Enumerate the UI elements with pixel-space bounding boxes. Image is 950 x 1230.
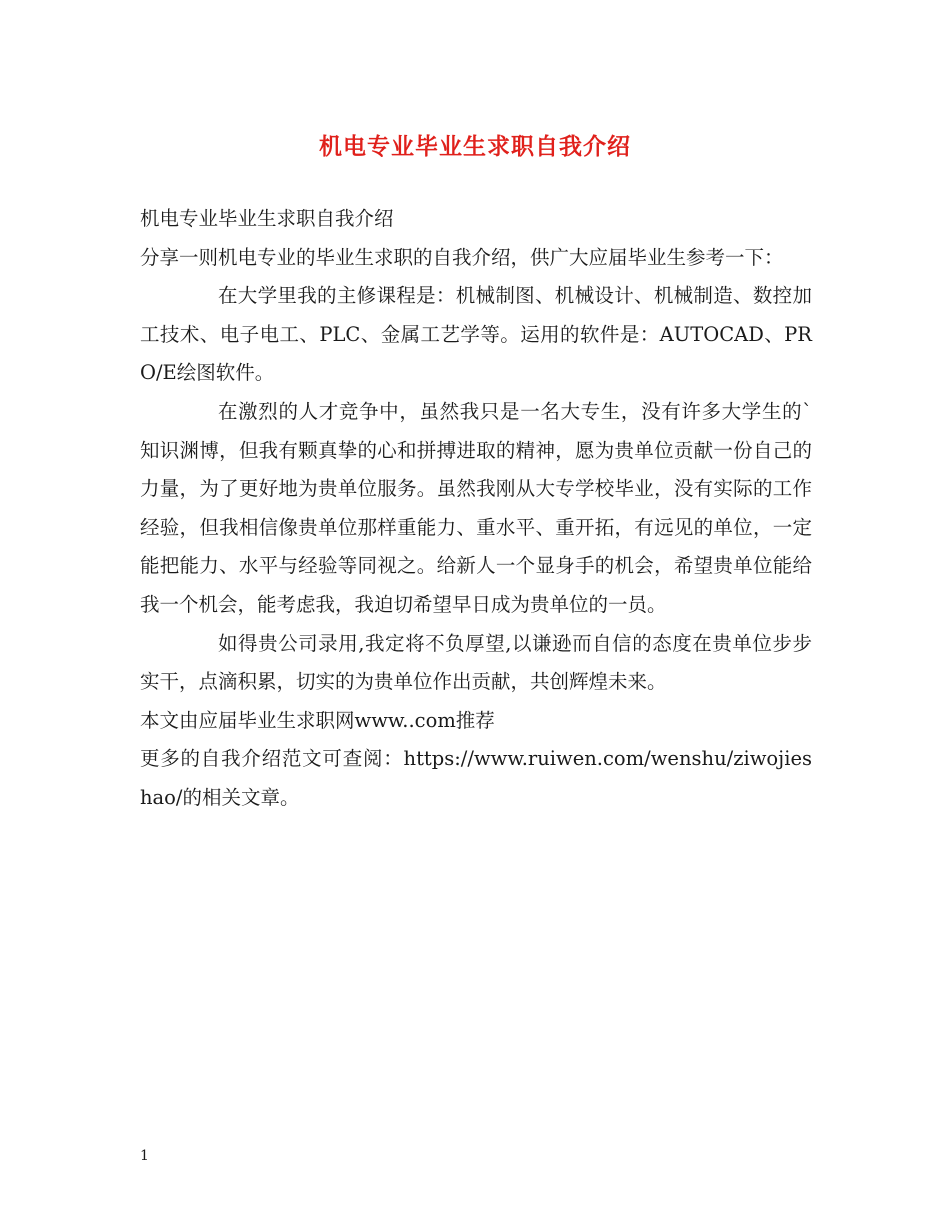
paragraph-commitment: 如得贵公司录用,我定将不负厚望,以谦逊而自信的态度在贵单位步步实干，点滴积累，切实的为贵单位作出贡献，共创辉煌未来。 (140, 631, 812, 694)
paragraph-courses: 在大学里我的主修课程是：机械制图、机械设计、机械制造、数控加工技术、电子电工、PLC、金属工艺学等。运用的软件是：AUTOCAD、PRO/E绘图软件。 (140, 284, 812, 385)
paragraph-competition: 在激烈的人才竞争中，虽然我只是一名大专生，没有许多大学生的`知识渊博，但我有颗真挚的心和拼搏进取的精神，愿为贵单位贡献一份自己的力量，为了更好地为贵单位服务。虽然我刚从大专学校毕业，没有实际的工作经验，但我相信像贵单位那样重能力、重水平、重开拓，有远见的单位，一定能把能力、水平与经验等同视之。给新人一个显身手的机会，希望贵单位能给我一个机会，能考虑我，我迫切希望早日成为贵单位的一员。 (140, 399, 812, 616)
paragraph-intro: 分享一则机电专业的毕业生求职的自我介绍，供广大应届毕业生参考一下： (140, 245, 784, 269)
document-title: 机电专业毕业生求职自我介绍 (319, 133, 631, 160)
paragraph-more-link: 更多的自我介绍范文可查阅：https://www.ruiwen.com/wenshu/ziwojieshao/的相关文章。 (140, 747, 812, 809)
page-number: 1 (140, 1148, 149, 1164)
paragraph-heading: 机电专业毕业生求职自我介绍 (140, 207, 394, 230)
document-body (140, 200, 812, 818)
paragraph-source: 本文由应届毕业生求职网www..com推荐 (140, 708, 495, 732)
